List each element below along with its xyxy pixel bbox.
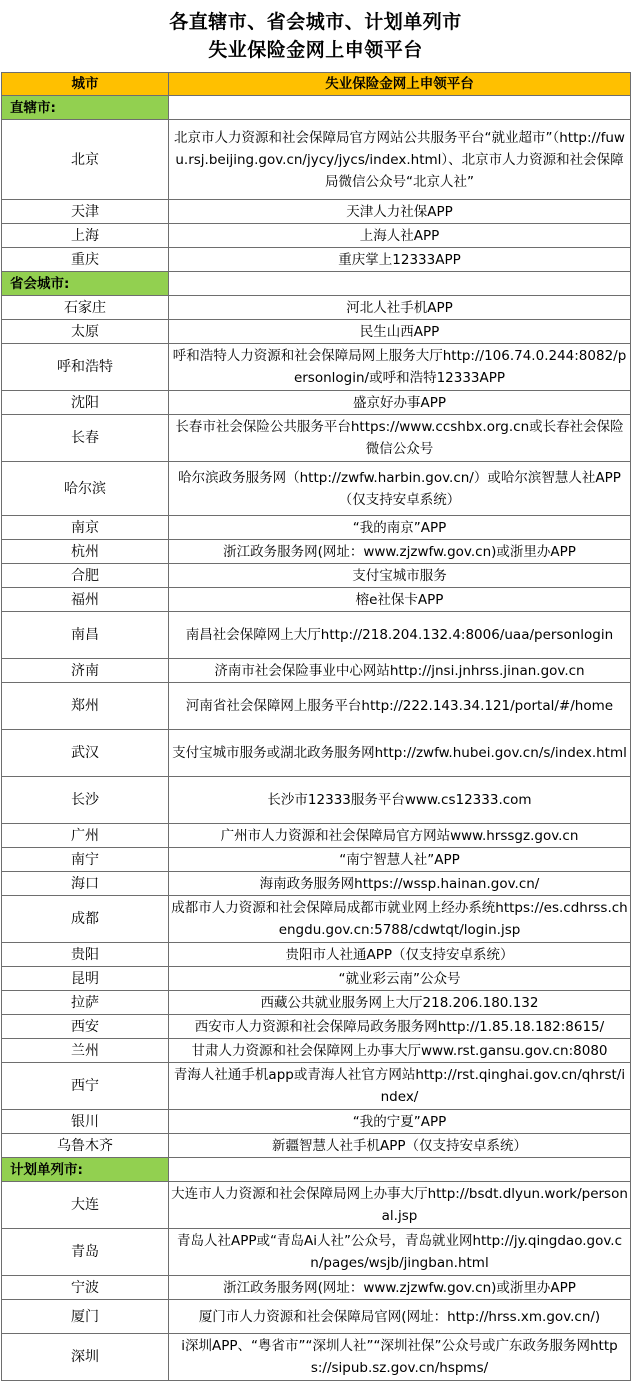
table-row — [2, 540, 631, 564]
table-row — [2, 1110, 631, 1134]
platform-cell: 广州市人力资源和社会保障局官方网站www.hrssgz.gov.cn — [169, 824, 631, 848]
platform-cell: 重庆掌上12333APP — [169, 248, 631, 272]
table-row — [2, 224, 631, 248]
platform-cell: 甘肃人力资源和社会保障网上办事大厅www.rst.gansu.gov.cn:8080 — [169, 1039, 631, 1063]
table-row — [2, 391, 631, 415]
city-cell: 海口 — [2, 872, 169, 896]
table-row — [2, 344, 631, 391]
city-cell: 福州 — [2, 588, 169, 612]
city-cell: 太原 — [2, 320, 169, 344]
table-header-row — [2, 73, 631, 96]
city-cell: 上海 — [2, 224, 169, 248]
platform-cell: “我的宁夏”APP — [169, 1110, 631, 1134]
city-cell: 合肥 — [2, 564, 169, 588]
table-row — [2, 1334, 631, 1381]
table-row — [2, 1229, 631, 1276]
platform-cell: “就业彩云南”公众号 — [169, 967, 631, 991]
city-cell: 长沙 — [2, 777, 169, 824]
table-row — [2, 1182, 631, 1229]
table-row — [2, 1015, 631, 1039]
platform-cell: 新疆智慧人社手机APP（仅支持安卓系统） — [169, 1134, 631, 1158]
platform-cell: 海南政务服务网https://wssp.hainan.gov.cn/ — [169, 872, 631, 896]
city-cell: 长春 — [2, 415, 169, 462]
table-row — [2, 120, 631, 200]
city-cell: 沈阳 — [2, 391, 169, 415]
city-cell: 天津 — [2, 200, 169, 224]
table-row — [2, 683, 631, 730]
section-label: 直辖市: — [2, 96, 169, 120]
city-cell: 南昌 — [2, 612, 169, 659]
city-cell: 大连 — [2, 1182, 169, 1229]
platform-cell: 哈尔滨政务服务网（http://zwfw.harbin.gov.cn/）或哈尔滨智慧人社APP（仅支持安卓系统） — [169, 462, 631, 516]
table-row — [2, 872, 631, 896]
table-row — [2, 777, 631, 824]
platform-cell: 青海人社通手机app或青海人社官方网站http://rst.qinghai.gov.cn/qhrst/index/ — [169, 1063, 631, 1110]
city-cell: 西宁 — [2, 1063, 169, 1110]
city-cell: 宁波 — [2, 1276, 169, 1300]
platform-cell: 支付宝城市服务或湖北政务服务网http://zwfw.hubei.gov.cn/s/index.html — [169, 730, 631, 777]
platform-cell: 长春市社会保险公共服务平台https://www.ccshbx.org.cn或长春社会保险微信公众号 — [169, 415, 631, 462]
table-row — [2, 296, 631, 320]
table-row — [2, 896, 631, 943]
city-cell: 哈尔滨 — [2, 462, 169, 516]
table-row — [2, 943, 631, 967]
table-row — [2, 415, 631, 462]
header-city: 城市 — [2, 73, 169, 96]
platform-cell: 厦门市人力资源和社会保障局官网(网址：http://hrss.xm.gov.cn/) — [169, 1300, 631, 1334]
platform-cell: “南宁智慧人社”APP — [169, 848, 631, 872]
table-row — [2, 848, 631, 872]
city-cell: 成都 — [2, 896, 169, 943]
platform-cell: 西安市人力资源和社会保障局政务服务网http://1.85.18.182:8615/ — [169, 1015, 631, 1039]
city-cell: 广州 — [2, 824, 169, 848]
table-row — [2, 1039, 631, 1063]
platform-cell: 浙江政务服务网(网址：www.zjzwfw.gov.cn)或浙里办APP — [169, 1276, 631, 1300]
city-cell: 石家庄 — [2, 296, 169, 320]
table-body — [2, 96, 631, 1381]
platform-cell: 浙江政务服务网(网址：www.zjzwfw.gov.cn)或浙里办APP — [169, 540, 631, 564]
city-cell: 拉萨 — [2, 991, 169, 1015]
platform-cell: 西藏公共就业服务网上大厅218.206.180.132 — [169, 991, 631, 1015]
city-cell: 西安 — [2, 1015, 169, 1039]
page-title — [0, 0, 631, 72]
section-row — [2, 1158, 631, 1182]
table-row — [2, 200, 631, 224]
city-cell: 郑州 — [2, 683, 169, 730]
section-empty-cell — [169, 1158, 631, 1182]
city-cell: 兰州 — [2, 1039, 169, 1063]
platform-cell: 成都市人力资源和社会保障局成都市就业网上经办系统https://es.cdhrss.chengdu.gov.cn:5788/cdwtqt/login.jsp — [169, 896, 631, 943]
table-row — [2, 967, 631, 991]
city-cell: 重庆 — [2, 248, 169, 272]
table-row — [2, 1300, 631, 1334]
city-cell: 厦门 — [2, 1300, 169, 1334]
city-cell: 济南 — [2, 659, 169, 683]
city-cell: 深圳 — [2, 1334, 169, 1381]
platform-cell: 河南省社会保障网上服务平台http://222.143.34.121/portal/#/home — [169, 683, 631, 730]
platform-cell: 贵阳市人社通APP（仅支持安卓系统） — [169, 943, 631, 967]
table-row — [2, 730, 631, 777]
platform-cell: 盛京好办事APP — [169, 391, 631, 415]
city-cell: 呼和浩特 — [2, 344, 169, 391]
platform-cell: i深圳APP、“粤省市”“深圳人社”“深圳社保”公众号或广东政务服务网https://sipub.sz.gov.cn/hspms/ — [169, 1334, 631, 1381]
city-cell: 贵阳 — [2, 943, 169, 967]
platform-cell: 民生山西APP — [169, 320, 631, 344]
title-line-1: 各直辖市、省会城市、计划单列市 — [169, 11, 462, 33]
table-row — [2, 564, 631, 588]
city-cell: 南宁 — [2, 848, 169, 872]
section-empty-cell — [169, 96, 631, 120]
platform-cell: 南昌社会保障网上大厅http://218.204.132.4:8006/uaa/personlogin — [169, 612, 631, 659]
city-cell: 乌鲁木齐 — [2, 1134, 169, 1158]
header-platform: 失业保险金网上申领平台 — [169, 73, 631, 96]
table-row — [2, 320, 631, 344]
city-cell: 昆明 — [2, 967, 169, 991]
table-row — [2, 588, 631, 612]
city-cell: 南京 — [2, 516, 169, 540]
section-label: 省会城市: — [2, 272, 169, 296]
platform-cell: 大连市人力资源和社会保障局网上办事大厅http://bsdt.dlyun.work/personal.jsp — [169, 1182, 631, 1229]
section-empty-cell — [169, 272, 631, 296]
city-cell: 北京 — [2, 120, 169, 200]
table-row — [2, 1063, 631, 1110]
title-line-2: 失业保险金网上申领平台 — [208, 39, 423, 61]
section-row — [2, 272, 631, 296]
platform-cell: 支付宝城市服务 — [169, 564, 631, 588]
platform-cell: 济南市社会保险事业中心网站http://jnsi.jnhrss.jinan.gov.cn — [169, 659, 631, 683]
table-row — [2, 991, 631, 1015]
section-row — [2, 96, 631, 120]
platform-table — [1, 72, 631, 1381]
table-row — [2, 1276, 631, 1300]
city-cell: 武汉 — [2, 730, 169, 777]
table-row — [2, 1134, 631, 1158]
platform-cell: “我的南京”APP — [169, 516, 631, 540]
platform-cell: 河北人社手机APP — [169, 296, 631, 320]
city-cell: 银川 — [2, 1110, 169, 1134]
platform-cell: 榕e社保卡APP — [169, 588, 631, 612]
table-row — [2, 516, 631, 540]
table-row — [2, 248, 631, 272]
platform-cell: 北京市人力资源和社会保障局官方网站公共服务平台“就业超市”（http://fuwu.rsj.beijing.gov.cn/jycy/jycs/index.html）、北京市人力资源和社会保障局微信公众号“北京人社” — [169, 120, 631, 200]
platform-cell: 青岛人社APP或“青岛Ai人社”公众号，青岛就业网http://jy.qingdao.gov.cn/pages/wsjb/jingban.html — [169, 1229, 631, 1276]
platform-cell: 上海人社APP — [169, 224, 631, 248]
section-label: 计划单列市: — [2, 1158, 169, 1182]
table-row — [2, 462, 631, 516]
table-row — [2, 659, 631, 683]
platform-cell: 天津人力社保APP — [169, 200, 631, 224]
platform-cell: 呼和浩特人力资源和社会保障局网上服务大厅http://106.74.0.244:8082/personlogin/或呼和浩特12333APP — [169, 344, 631, 391]
city-cell: 杭州 — [2, 540, 169, 564]
platform-cell: 长沙市12333服务平台www.cs12333.com — [169, 777, 631, 824]
table-row — [2, 824, 631, 848]
table-row — [2, 612, 631, 659]
city-cell: 青岛 — [2, 1229, 169, 1276]
